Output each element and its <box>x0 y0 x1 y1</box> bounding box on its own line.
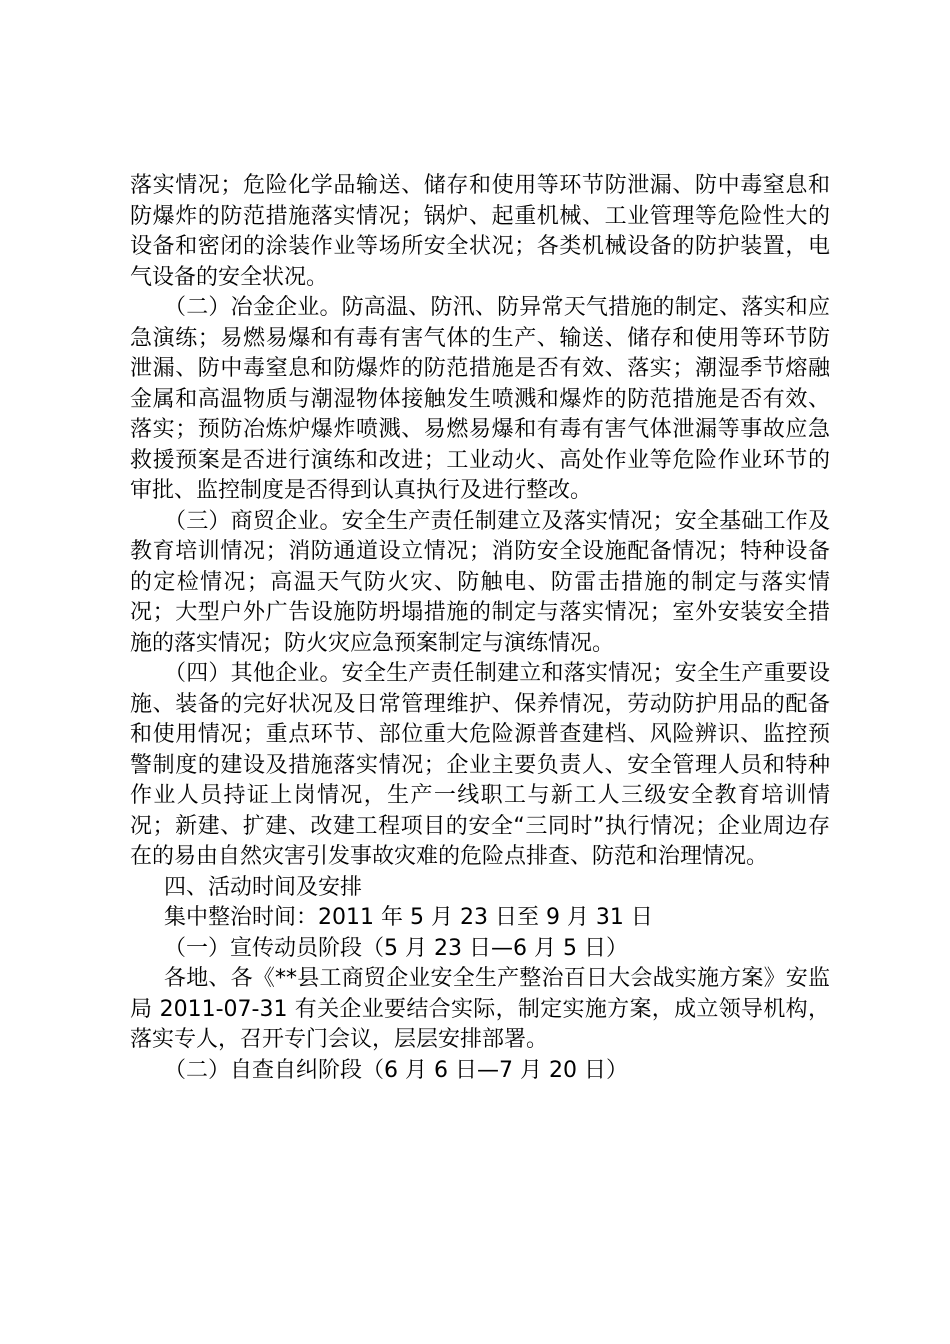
stage-heading-self-inspection: （二）自查自纠阶段（6 月 6 日—7 月 20 日） <box>164 1057 628 1083</box>
paragraph-period: 集中整治时间：2011 年 5 月 23 日至 9 月 31 日 <box>164 905 653 930</box>
paragraph-metallurgy: （二）冶金企业。防高温、防汛、防异常天气措施的制定、落实和应急演练；易燃易爆和有毒有害气体的生产、输送、储存和使用等环节防泄漏、防中毒窒息和防爆炸的防范措施是否有效、落实；潮湿季节熔融金属和高温物质与潮湿物体接触发生喷溅和爆炸的防范措施是否有效、落实；预防冶炼炉爆炸喷溅、易燃易爆和有毒有害气体泄漏等事故应急救援预案是否进行演练和改进；工业动火、高处作业等危险作业环节的审批、监控制度是否得到认真执行及进行整改。 <box>130 295 830 503</box>
paragraph-continued: 落实情况；危险化学品输送、储存和使用等环节防泄漏、防中毒窒息和防爆炸的防范措施落实情况；锅炉、起重机械、工业管理等危险性大的设备和密闭的涂装作业等场所安全状况；各类机械设备的防护装置，电气设备的安全状况。 <box>130 173 830 290</box>
section-heading-schedule: 四、活动时间及安排 <box>164 874 363 900</box>
document-body <box>130 171 830 1086</box>
paragraph-commerce: （三）商贸企业。安全生产责任制建立及落实情况；安全基础工作及教育培训情况；消防通道设立情况；消防安全设施配备情况；特种设备的定检情况；高温天气防火灾、防触电、防雷击措施的制定与落实情况；大型户外广告设施防坍塌措施的制定与落实情况；室外安装安全措施的落实情况；防火灾应急预案制定与演练情况。 <box>130 508 830 656</box>
paragraph-other-enterprises: （四）其他企业。安全生产责任制建立和落实情况；安全生产重要设施、装备的完好状况及日常管理维护、保养情况，劳动防护用品的配备和使用情况；重点环节、部位重大危险源普查建档、风险辨识、监控预警制度的建设及措施落实情况；企业主要负责人、安全管理人员和特种作业人员持证上岗情况，生产一线职工与新工人三级安全教育培训情况；新建、扩建、改建工程项目的安全“三同时”执行情况；企业周边存在的易由自然灾害引发事故灾难的危险点排查、防范和治理情况。 <box>130 661 830 869</box>
paragraph-mobilization: 各地、各《**县工商贸企业安全生产整治百日大会战实施方案》安监局 2011-07-31 有关企业要结合实际，制定实施方案，成立领导机构，落实专人，召开专门会议，层层安排部署。 <box>130 966 830 1052</box>
stage-heading-mobilization: （一）宣传动员阶段（5 月 23 日—6 月 5 日） <box>164 935 628 961</box>
